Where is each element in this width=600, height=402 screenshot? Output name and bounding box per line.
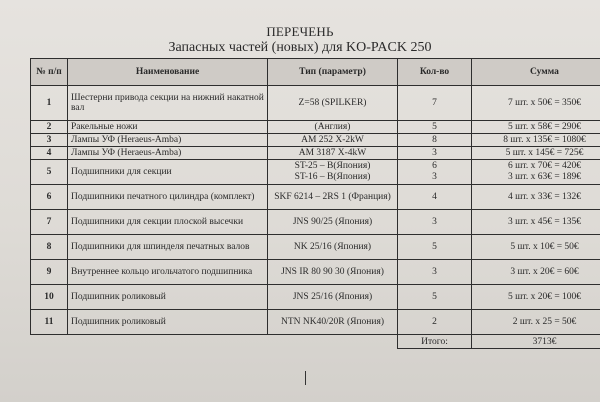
table-row xyxy=(31,121,600,134)
header-sum: Сумма xyxy=(472,59,600,86)
row-num: 4 xyxy=(31,147,68,160)
row-num: 11 xyxy=(31,310,68,335)
row-num: 6 xyxy=(31,185,68,210)
row-qty xyxy=(398,160,472,185)
row-num: 5 xyxy=(31,160,68,185)
row-type xyxy=(268,160,398,185)
row-type: SKF 6214 – 2RS 1 (Франция) xyxy=(268,185,398,210)
row-num: 10 xyxy=(31,285,68,310)
document-title: ПЕРЕЧЕНЬ xyxy=(266,24,334,39)
table-row xyxy=(31,134,600,147)
row-sum: 5 шт. х 58€ = 290€ xyxy=(472,121,600,134)
table-header-row xyxy=(31,59,600,86)
row-qty: 4 xyxy=(398,185,472,210)
row-num: 2 xyxy=(31,121,68,134)
row-name: Подшипники для секции xyxy=(68,160,268,185)
row-qty: 2 xyxy=(398,310,472,335)
row-type-line: ST-16 – B(Япония) xyxy=(294,172,371,182)
row-name: Внутреннее кольцо игольчатого подшипника xyxy=(68,260,268,285)
row-sum: 2 шт. х 25 = 50€ xyxy=(472,310,600,335)
row-qty-line: 6 xyxy=(432,161,437,171)
table-row xyxy=(31,285,600,310)
row-name: Лампы УФ (Heraeus-Amba) xyxy=(68,134,268,147)
row-num: 8 xyxy=(31,235,68,260)
row-sum: 8 шт. х 135€ = 1080€ xyxy=(472,134,600,147)
row-name: Подшипники для секции плоской высечки xyxy=(68,210,268,235)
row-sum: 5 шт. х 10€ = 50€ xyxy=(472,235,600,260)
text-cursor xyxy=(305,371,306,385)
table-row xyxy=(31,147,600,160)
row-type-line: ST-25 – B(Япония) xyxy=(294,161,371,171)
row-qty: 8 xyxy=(398,134,472,147)
row-qty: 7 xyxy=(398,86,472,121)
row-type: NK 25/16 (Япония) xyxy=(268,235,398,260)
header-qty: Кол-во xyxy=(398,59,472,86)
table-row xyxy=(31,160,600,185)
row-name: Лампы УФ (Heraeus-Amba) xyxy=(68,147,268,160)
row-name: Подшипники для шпинделя печатных валов xyxy=(68,235,268,260)
blank-cell xyxy=(68,335,268,349)
total-label: Итого: xyxy=(398,335,472,349)
row-type: JNS 90/25 (Япония) xyxy=(268,210,398,235)
row-num: 1 xyxy=(31,86,68,121)
parts-table xyxy=(30,58,600,349)
row-sum: 7 шт. х 50€ = 350€ xyxy=(472,86,600,121)
header-num: № п/п xyxy=(31,59,68,86)
table-row xyxy=(31,235,600,260)
row-num: 3 xyxy=(31,134,68,147)
row-type: NTN NK40/20R (Япония) xyxy=(268,310,398,335)
row-name: Подшипник роликовый xyxy=(68,285,268,310)
row-type: AM 3187 X-4kW xyxy=(268,147,398,160)
row-sum: 4 шт. х 33€ = 132€ xyxy=(472,185,600,210)
row-sum: 5 шт. х 20€ = 100€ xyxy=(472,285,600,310)
table-row xyxy=(31,310,600,335)
row-sum-line: 3 шт. х 63€ = 189€ xyxy=(507,172,582,182)
row-type: JNS IR 80 90 30 (Япония) xyxy=(268,260,398,285)
row-qty: 5 xyxy=(398,235,472,260)
row-qty: 3 xyxy=(398,210,472,235)
table-row xyxy=(31,210,600,235)
table-row xyxy=(31,260,600,285)
row-type: (Англия) xyxy=(268,121,398,134)
row-sum: 5 шт. х 145€ = 725€ xyxy=(472,147,600,160)
total-value: 3713€ xyxy=(472,335,600,349)
header-type: Тип (параметр) xyxy=(268,59,398,86)
row-qty: 3 xyxy=(398,147,472,160)
row-sum-line: 6 шт. х 70€ = 420€ xyxy=(507,161,582,171)
row-qty: 5 xyxy=(398,285,472,310)
row-sum: 3 шт. х 45€ = 135€ xyxy=(472,210,600,235)
row-type: AM 252 X-2kW xyxy=(268,134,398,147)
row-name: Подшипник роликовый xyxy=(68,310,268,335)
row-num: 7 xyxy=(31,210,68,235)
document-subtitle: Запасных частей (новых) для KO-PACK 250 xyxy=(168,40,432,55)
row-qty: 3 xyxy=(398,260,472,285)
row-sum: 3 шт. х 20€ = 60€ xyxy=(472,260,600,285)
row-type: JNS 25/16 (Япония) xyxy=(268,285,398,310)
row-sum xyxy=(472,160,600,185)
row-name: Ракельные ножи xyxy=(68,121,268,134)
row-num: 9 xyxy=(31,260,68,285)
header-name: Наименование xyxy=(68,59,268,86)
row-qty: 5 xyxy=(398,121,472,134)
total-row xyxy=(31,335,600,349)
row-name: Подшипники печатного цилиндра (комплект) xyxy=(68,185,268,210)
row-qty-line: 3 xyxy=(432,172,437,182)
row-name: Шестерни привода секции на нижний накатной вал xyxy=(68,86,268,121)
blank-cell xyxy=(31,335,68,349)
table-row xyxy=(31,86,600,121)
row-type: Z=58 (SPILKER) xyxy=(268,86,398,121)
blank-cell xyxy=(268,335,398,349)
table-row xyxy=(31,185,600,210)
